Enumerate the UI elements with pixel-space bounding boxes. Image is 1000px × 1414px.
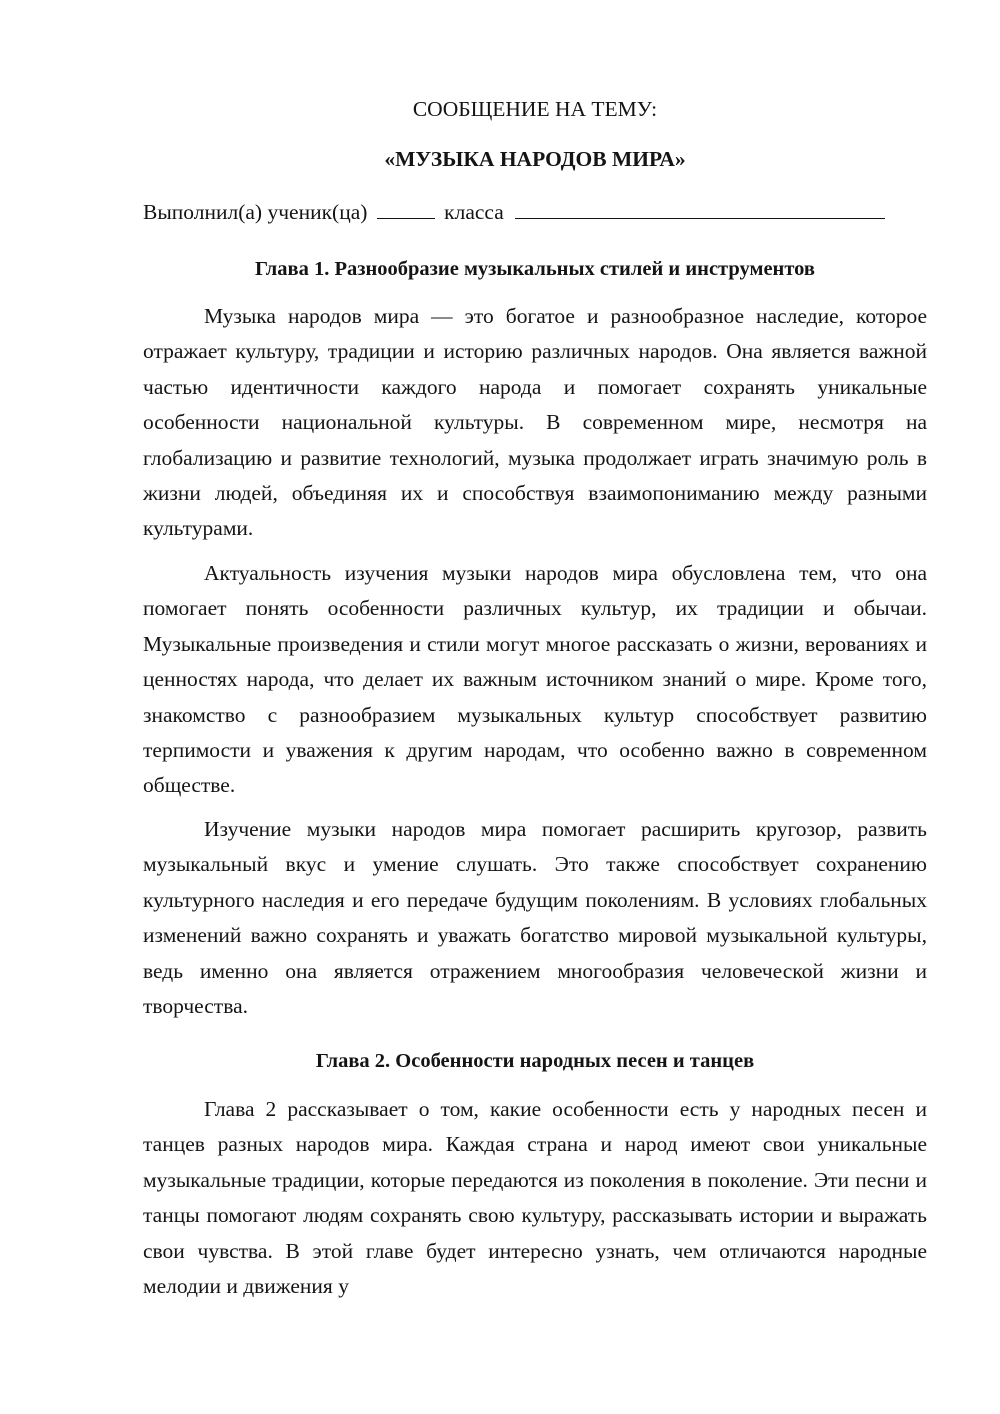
chapter-1-heading: Глава 1. Разнообразие музыкальных стилей и инструментов xyxy=(255,258,815,280)
chapter-2-paragraph: Глава 2 рассказывает о том, какие особенности есть у народных песен и танцев разных народов мира. Каждая страна и народ имеют свои уникальные музыкальные традиции, которые передаются из поколения в поколение. Эти песни и танцы помогают людям сохранять свою культуру, рассказывать истории и выражать свои чувства. В этой главе будет интересно узнать, чем отличаются народные мелодии и движения у xyxy=(143,1097,927,1299)
chapter-1-paragraph: Изучение музыки народов мира помогает расширить кругозор, развить музыкальный вкус и умение слушать. Это также способствует сохранению культурного наследия и его передаче будущим поколениям. В условиях глобальных изменений важно сохранять и уважать богатство мировой музыкальной культуры, ведь именно она является отражением многообразия человеческой жизни и творчества. xyxy=(143,817,927,1019)
document-title-line-1: СООБЩЕНИЕ НА ТЕМУ: xyxy=(412,97,658,121)
chapter-1-paragraph: Музыка народов мира — это богатое и разнообразное наследие, которое отражает культуру, традиции и историю различных народов. Она является важной частью идентичности каждого народа и помогает сохранять уникальные особенности национальной культуры. В современном мире, несмотря на глобализацию и развитие технологий, музыка продолжает играть значимую роль в жизни людей, объединяя их и способствуя взаимопониманию между разными культурами. xyxy=(143,304,927,541)
author-prefix: Выполнил(а) ученик(ца) xyxy=(143,200,368,224)
student-name-blank xyxy=(515,198,885,219)
chapter-2-heading: Глава 2. Особенности народных песен и танцев xyxy=(315,1050,755,1072)
document-title-line-2: «МУЗЫКА НАРОДОВ МИРА» xyxy=(384,147,686,171)
class-number-blank xyxy=(377,198,435,219)
author-class-label: класса xyxy=(444,200,504,224)
author-line xyxy=(143,197,927,227)
chapter-1-paragraph: Актуальность изучения музыки народов мира обусловлена тем, что она помогает понять особенности различных культур, их традиции и обычаи. Музыкальные произведения и стили могут многое рассказать о жизни, верованиях и ценностях народа, что делает их важным источником знаний о мире. Кроме того, знакомство с разнообразием музыкальных культур способствует развитию терпимости и уважения к другим народам, что особенно важно в современном обществе. xyxy=(143,561,927,798)
